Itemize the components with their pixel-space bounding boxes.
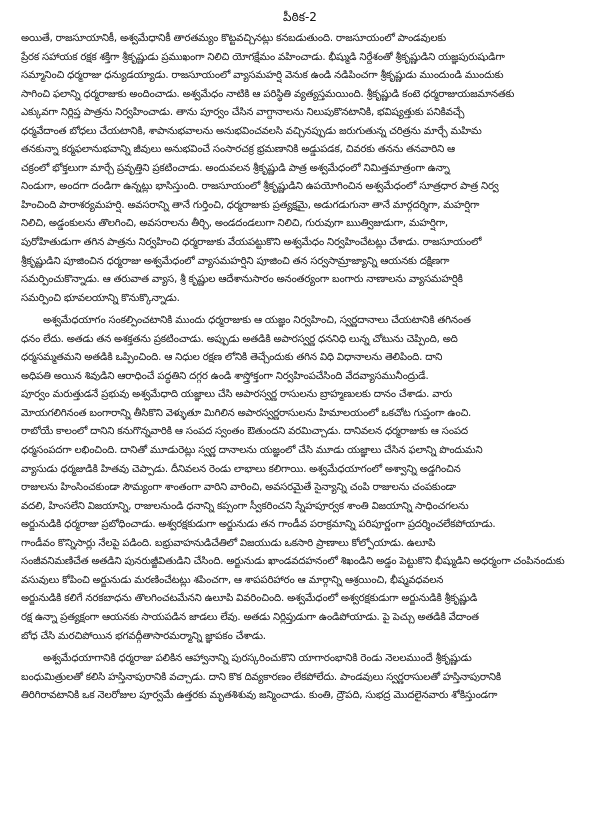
text-line: మోయగలిగినంత బంగారాన్ని తీసికొని వెళ్ళుతూ మిగిలిన అపారస్వర్ణరాసులను హిమాలయంలో ఒకచోట గుప్తంగా ఉంచి. [21, 407, 472, 419]
text-line: తనకున్నా కర్మఫలానుభవాన్ని జీవులు అనుభవించే సంసారచక్ర భ్రమణానికి అడ్డుపడక, చివరకు తనను తనవారిని ఆ [21, 144, 455, 156]
text-line: ఎక్కువగా నిర్లిప్త పాత్రను నిర్వహించాడు. తాను పూర్వం చేసిన వాగ్దానాలను నిలుపుకొనటానికి, భవిష్యత్తుకు పనికివచ్చే [21, 107, 465, 119]
text-line: హించింది పారాశర్యమహర్షి. అవసరాన్ని తానే గుర్తించి, ధర్మరాజుకు ప్రత్యక్షమై, అడుగడుగునా తానే మార్గదర్శిగా, మహర్షిగా [21, 199, 480, 211]
text-line: శ్రీకృష్ణుడిని పూజించిన ధర్మరాజు అశ్వమేధంలో వ్యాసమహర్షిని పూజించి తన సర్వసామ్రాజ్యాన్ని ఆయనకు దక్షిణగా [21, 255, 450, 267]
text-line: ధర్మసంపదగా లభించింది. దానితో మూడురెట్లు స్వర్ణ దానాలను యజ్ఞంలో చేసి మూడు యజ్ఞాలు చేసిన ఫలాన్ని పొందుమని [21, 445, 483, 457]
paragraph [21, 30, 579, 308]
text-line: సమర్పించి భూవలయాన్ని కొనుక్కొన్నాడు. [21, 292, 180, 304]
body-text [21, 30, 579, 706]
text-line: ప్రేరక సహాయక రక్షక శక్తిగా శ్రీకృష్ణుడు ప్రముఖంగా నిలిచి యోగక్షేమం వహించాడు. భీష్ముడి నిర్దేశంతో శ్రీకృష్ణుడిని యజ్ఞపురుషుడిగా [21, 51, 505, 63]
text-line: అశ్వమేధయాగానికి ధర్మరాజు పలికిన ఆహ్వానాన్ని పురస్కరించుకొని యాగారంభానికి రెండు నెలలముందే శ్రీకృష్ణుడు [43, 653, 472, 665]
text-line: గాండీవం కొన్నిసార్లు నేలపై పడింది. బభ్రువాహనుడిచేతిలో విజయుడు ఒకసారి ప్రాణాలు కోల్పోయాడు. ఉలూపి [21, 537, 436, 549]
text-line: సంజీవనిమణిచేత అతడిని పునరుజ్జీవితుడిని చేసింది. అర్జునుడు ఖాండవదహనంలో శిఖండిని అడ్డం పెట్టుకొని భీష్ముడిని అధర్మంగా చంపినందుకు [21, 556, 565, 568]
text-line: సమర్పించుకొన్నాడు. ఆ తరువాత వ్యాస, శ్రీ కృష్ణుల ఆదేశానుసారం అనంతర్యంగా బంగారు నాణాలను వ్యాసమహర్షికి [21, 274, 463, 286]
text-line: అయితే, రాజసూయానికీ, అశ్వమేధానికీ తారతమ్యం కొట్టవచ్చినట్లు కనబడుతుంది. రాజసూయంలో పాండవులకు [21, 33, 447, 44]
text-line: వదలి, హింసలేని విజయాన్ని, రాజులనుండి ధనాన్ని కప్పంగా స్వీకరించని స్నేహపూర్వక శాంతి విజయాన్ని సాధించగలను [21, 500, 469, 512]
text-line: ధర్మసమ్మతమని అతడికి ఒప్పించింది. ఆ నిధుల రక్షణ లోనికి తెచ్చేందుకు తగిన విధి విధానాలను తెలిపింది. దాని [21, 352, 443, 364]
text-line: ధనం లేదు. అతడు తన అశక్తతను ప్రకటించాడు. అప్పుడు అతడికి అపారస్వర్ణ ధననిధి లున్న చోటును చెప్పింది, అది [21, 333, 458, 345]
text-line: నిలిచి, అడ్డంకులను తొలగించి, అవసరాలను తీర్చి, అండదండలుగా నిలిచి, గురువుగా ఋత్విజుడుగా, మహర్షిగా, [21, 218, 448, 230]
text-line: చక్రంలో భోక్తలుగా మార్చే ప్రవృత్తిని ప్రకటించాడు. అందువలన శ్రీకృష్ణుడి పాత్ర అశ్వమేధంలో నిమిత్తమాత్రంగా ఉన్నా [21, 162, 450, 174]
text-line: బోధ చేసి మరచిపోయిన భగవద్గీతాసారమర్మాన్ని జ్ఞాపకం చేశాడు. [21, 630, 266, 642]
text-line: బంధుమిత్రులతో కలిసి హస్తినాపురానికి వచ్చాడు. దాని కొక దివ్యకారణం లేకపోలేదు. పాండవులు స్వర్ణరాసులతో హస్తినాపురానికి [21, 671, 501, 683]
text-line: వసువులు కోపించి అర్జునుడు మరణించేటట్లు శపించగా, ఆ శాపపరిహారం ఆ మార్గాన్ని ఆశ్రయించి, భీష్మవధవలన [21, 574, 444, 586]
text-line: రక్ష ఉన్నా ప్రత్యక్షంగా ఆయనకు సాయపడిన జాడలు లేవు. అతడు నిర్లిప్తుడుగా ఉండిపోయాడు. పై పెచ్చు అతడికి వేదాంత [21, 611, 479, 623]
text-line: పూర్వం మరుత్తుడనే ప్రభువు అశ్వమేధాది యజ్ఞాలు చేసి అపారస్వర్ణ రాసులను బ్రాహ్మణులకు దానం చేశాడు. వారు [21, 389, 453, 401]
text-line: ధర్మవేదాంత బోధలు చేయటానికి, శాపానుభవాలను అనుభవించవలసి వచ్చినప్పుడు జరుగుతున్న చరిత్రను మార్చే మహిమ [21, 125, 482, 137]
text-line: సమ్మానించి ధర్మరాజు ధన్యుడయ్యాడు. రాజసూయంలో వ్యాసమహర్షి వెనుక ఉండి నడిపించగా శ్రీకృష్ణుడు ముందుండి ముందుకు [21, 70, 504, 82]
text-line: అధిపతి అయిన శివుడిని ఆరాధించే పద్ధతిని దగ్గర ఉండి శాస్త్రోక్తంగా నిర్వహింపచేసింది వేదవ్యాసమునీంద్రుడే. [21, 370, 429, 382]
text-line: తిరిగిరావటానికి ఒక నెలరోజుల పూర్వమే ఉత్తరకు మృతశిశువు జన్మించాడు. కుంతి, ద్రౌపది, సుభద్ర మొదలైనవారు శోకిస్తుండగా [21, 690, 498, 702]
text-line: అర్జునుడికి ధర్మరాజు ప్రబోధించాడు. అశ్వరక్షకుడుగా అర్జునుడు తన గాండీవ పరాక్రమాన్ని పరిపూర్ణంగా ప్రదర్శించలేకపోయాడు. [21, 519, 496, 531]
text-line: సాగించి ఫలాన్ని ధర్మరాజుకు అందించాడు. అశ్వమేధం నాటికి ఆ పరిస్థితి వ్యత్యస్తమయింది. శ్రీకృష్ణుడి కంటె ధర్మరాజుయజమానతకు [21, 88, 515, 100]
text-line: రాజులను హింసించకుండా సౌమ్యంగా శాంతంగా వారిని వారించి, అవసరమైతే సైన్యాన్ని చంపి రాజులను చంపకుండా [21, 482, 456, 494]
paragraph [21, 312, 579, 646]
text-line: పురోహితుడుగా తగిన పాత్రను నిర్వహించి ధర్మరాజుకు వేయపట్టుకొని అశ్వమేధం నిర్వహించేటట్లు చేశాడు. రాజసూయంలో [21, 237, 482, 249]
text-line: అర్జునుడికి కలిగే నరకబాధను తొలగించటమేనని ఉలూపి వివరించింది. అశ్వమేధంలో అశ్వరక్షకుడుగా అర్జునుడికి శ్రీకృష్ణుడి [21, 593, 478, 605]
text-line: అశ్వమేధయాగం సంకల్పించటానికి ముందు ధర్మరాజుకు ఆ యజ్ఞం నిర్వహించి, స్వర్ణదానాలు చేయటానికి తగినంత [43, 315, 471, 327]
paragraph [21, 650, 579, 706]
text-line: నిండుగా, అందగా దండిగా ఉన్నట్లు భాసిస్తుంది. రాజసూయంలో శ్రీకృష్ణుడిని ఉపయోగించిన అశ్వమేధంలో సూత్రధార పాత్ర నిర్వ [21, 181, 499, 193]
text-line: వ్యాసుడు ధర్మజుడికి హితవు చెప్పాడు. దీనివలన రెండు లాభాలు కలిగాయి. అశ్వమేధయాగంలో అశ్వాన్ని అడ్డగించిన [21, 463, 461, 475]
text-line: రాబోయే కాలంలో దానిని కనుగొన్నవారికి ఆ సంపద స్వంతం ఔతుందని వరమిచ్చాడు. దానివలన ధర్మరాజుకు ఆ సంపద [21, 426, 468, 438]
page-header: పీఠిక-2 [283, 10, 317, 24]
